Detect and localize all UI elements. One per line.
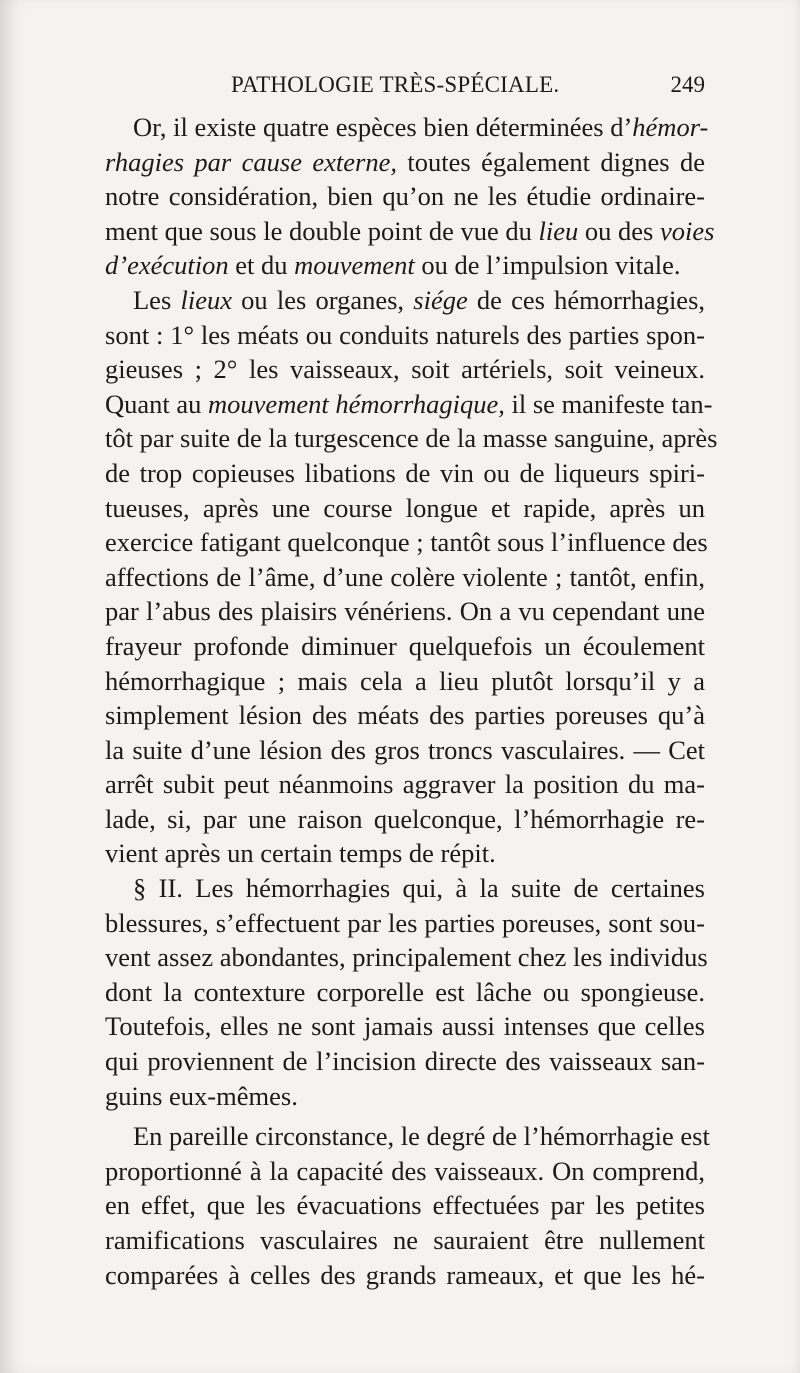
text-line: [105, 110, 709, 145]
italic-text-segment: rhagies par cause externe,: [105, 146, 397, 177]
text-line: [105, 283, 705, 318]
text-line: [105, 594, 705, 629]
text-line: [105, 456, 705, 491]
text-segment: toutes également dignes de: [396, 146, 705, 177]
text-line: [105, 491, 705, 526]
text-line: [105, 733, 705, 768]
text-line: [105, 664, 705, 699]
text-segment: Toutefois, elles ne sont jamais aussi intenses que celles: [105, 1011, 705, 1042]
text-segment: ou les organes,: [231, 284, 414, 315]
text-line: [105, 421, 718, 456]
text-segment: et du: [228, 250, 295, 281]
text-segment: blessures, s’effectuent par les parties poreuses, sont sou-: [105, 907, 705, 938]
text-segment: ramifications vasculaires ne sauraient être nullement: [105, 1225, 705, 1255]
text-segment: simplement lésion des méats des parties poreuses qu’à: [105, 700, 705, 731]
text-segment: ou des: [578, 215, 660, 246]
text-segment: sont : 1° les méats ou conduits naturels des parties spon-: [105, 319, 705, 350]
text-segment: en effet, que les évacuations effectuées par les petites: [105, 1190, 705, 1221]
text-segment: frayeur profonde diminuer quelquefois un écoulement: [105, 630, 705, 661]
text-line: [105, 145, 705, 180]
text-line: [105, 767, 705, 802]
text-segment: exercice fatigant quelconque ; tantôt sous l’influence des: [105, 527, 708, 558]
text-segment: Quant au: [105, 388, 209, 419]
text-segment: notre considération, bien qu’on ne les étudie ordinaire-: [105, 181, 705, 212]
italic-text-segment: mouvement hémorrhagique,: [208, 388, 505, 419]
text-segment: En pareille circonstance, le degré de l’hémorrhagie est: [133, 1121, 710, 1152]
text-segment: tôt par suite de la turgescence de la masse sanguine, après: [105, 423, 718, 454]
text-line: [105, 1223, 705, 1258]
text-line: [105, 525, 708, 560]
running-title: PATHOLOGIE TRÈS-SPÉCIALE.: [231, 72, 560, 97]
text-line: [105, 1009, 705, 1044]
text-segment: vient après un certain temps de répit.: [105, 838, 496, 869]
text-segment: il se manifeste tan-: [504, 388, 713, 419]
text-line: [105, 871, 705, 906]
text-line: [105, 352, 705, 387]
text-line: [105, 1044, 705, 1079]
italic-text-segment: voies: [659, 215, 715, 246]
italic-text-segment: lieux: [180, 284, 232, 315]
italic-text-segment: hémor-: [632, 112, 709, 142]
text-segment: la suite d’une lésion des gros troncs vasculaires. — Cet: [105, 734, 705, 765]
italic-text-segment: d’exécution: [105, 250, 229, 281]
text-segment: affections de l’âme, d’une colère violente ; tantôt, enfin,: [105, 561, 705, 592]
text-line: [105, 1119, 710, 1154]
text-segment: Les: [133, 284, 181, 315]
text-segment: proportionné à la capacité des vaisseaux. On comprend,: [105, 1155, 705, 1186]
text-segment: Or, il existe quatre espèces bien déterminées d’: [133, 112, 633, 142]
text-line: [105, 387, 713, 422]
running-head: [105, 72, 705, 102]
text-segment: lade, si, par une raison quelconque, l’hémorrhagie re-: [105, 803, 705, 834]
italic-text-segment: siége: [413, 284, 468, 315]
text-segment: arrêt subit peut néanmoins aggraver la position du ma-: [105, 769, 705, 800]
text-segment: de ces hémorrhagies,: [467, 284, 706, 315]
text-segment: ment que sous le double point de vue du: [105, 215, 539, 246]
text-line: [105, 560, 705, 595]
text-segment: vent assez abondantes, principalement chez les individus: [105, 942, 708, 973]
text-segment: tueuses, après une course longue et rapide, après un: [105, 492, 705, 523]
text-line: [105, 318, 705, 353]
text-line: [105, 906, 705, 941]
text-segment: qui proviennent de l’incision directe des vaisseaux san-: [105, 1046, 705, 1077]
text-line: [105, 1079, 705, 1114]
text-line: [105, 802, 705, 837]
text-line: [105, 836, 705, 871]
text-line: [105, 975, 705, 1010]
text-line: [105, 940, 708, 975]
text-segment: § II. Les hémorrhagies qui, à la suite de certaines: [133, 873, 705, 904]
text-line: [105, 179, 705, 214]
text-segment: hémorrhagique ; mais cela a lieu plutôt lorsqu’il y a: [105, 665, 705, 696]
text-line: [105, 698, 705, 733]
italic-text-segment: lieu: [538, 215, 579, 246]
text-line: [105, 1188, 705, 1223]
body-text: [105, 110, 718, 1292]
text-line: [105, 629, 705, 664]
text-line: [105, 214, 715, 249]
text-segment: gieuses ; 2° les vaisseaux, soit artériels, soit veineux.: [105, 354, 705, 385]
text-line: [105, 1258, 705, 1293]
text-segment: dont la contexture corporelle est lâche ou spongieuse.: [105, 976, 705, 1007]
text-line: [105, 1154, 705, 1189]
text-segment: ou de l’impulsion vitale.: [414, 250, 681, 281]
italic-text-segment: mouvement: [294, 250, 415, 281]
text-line: [105, 248, 705, 283]
text-segment: de trop copieuses libations de vin ou de liqueurs spiri-: [105, 457, 705, 488]
text-segment: guins eux-mêmes.: [105, 1080, 298, 1111]
text-segment: comparées à celles des grands rameaux, et que les hé-: [105, 1259, 705, 1290]
text-segment: par l’abus des plaisirs vénériens. On a vu cependant une: [105, 596, 705, 627]
page-number: 249: [670, 72, 705, 97]
